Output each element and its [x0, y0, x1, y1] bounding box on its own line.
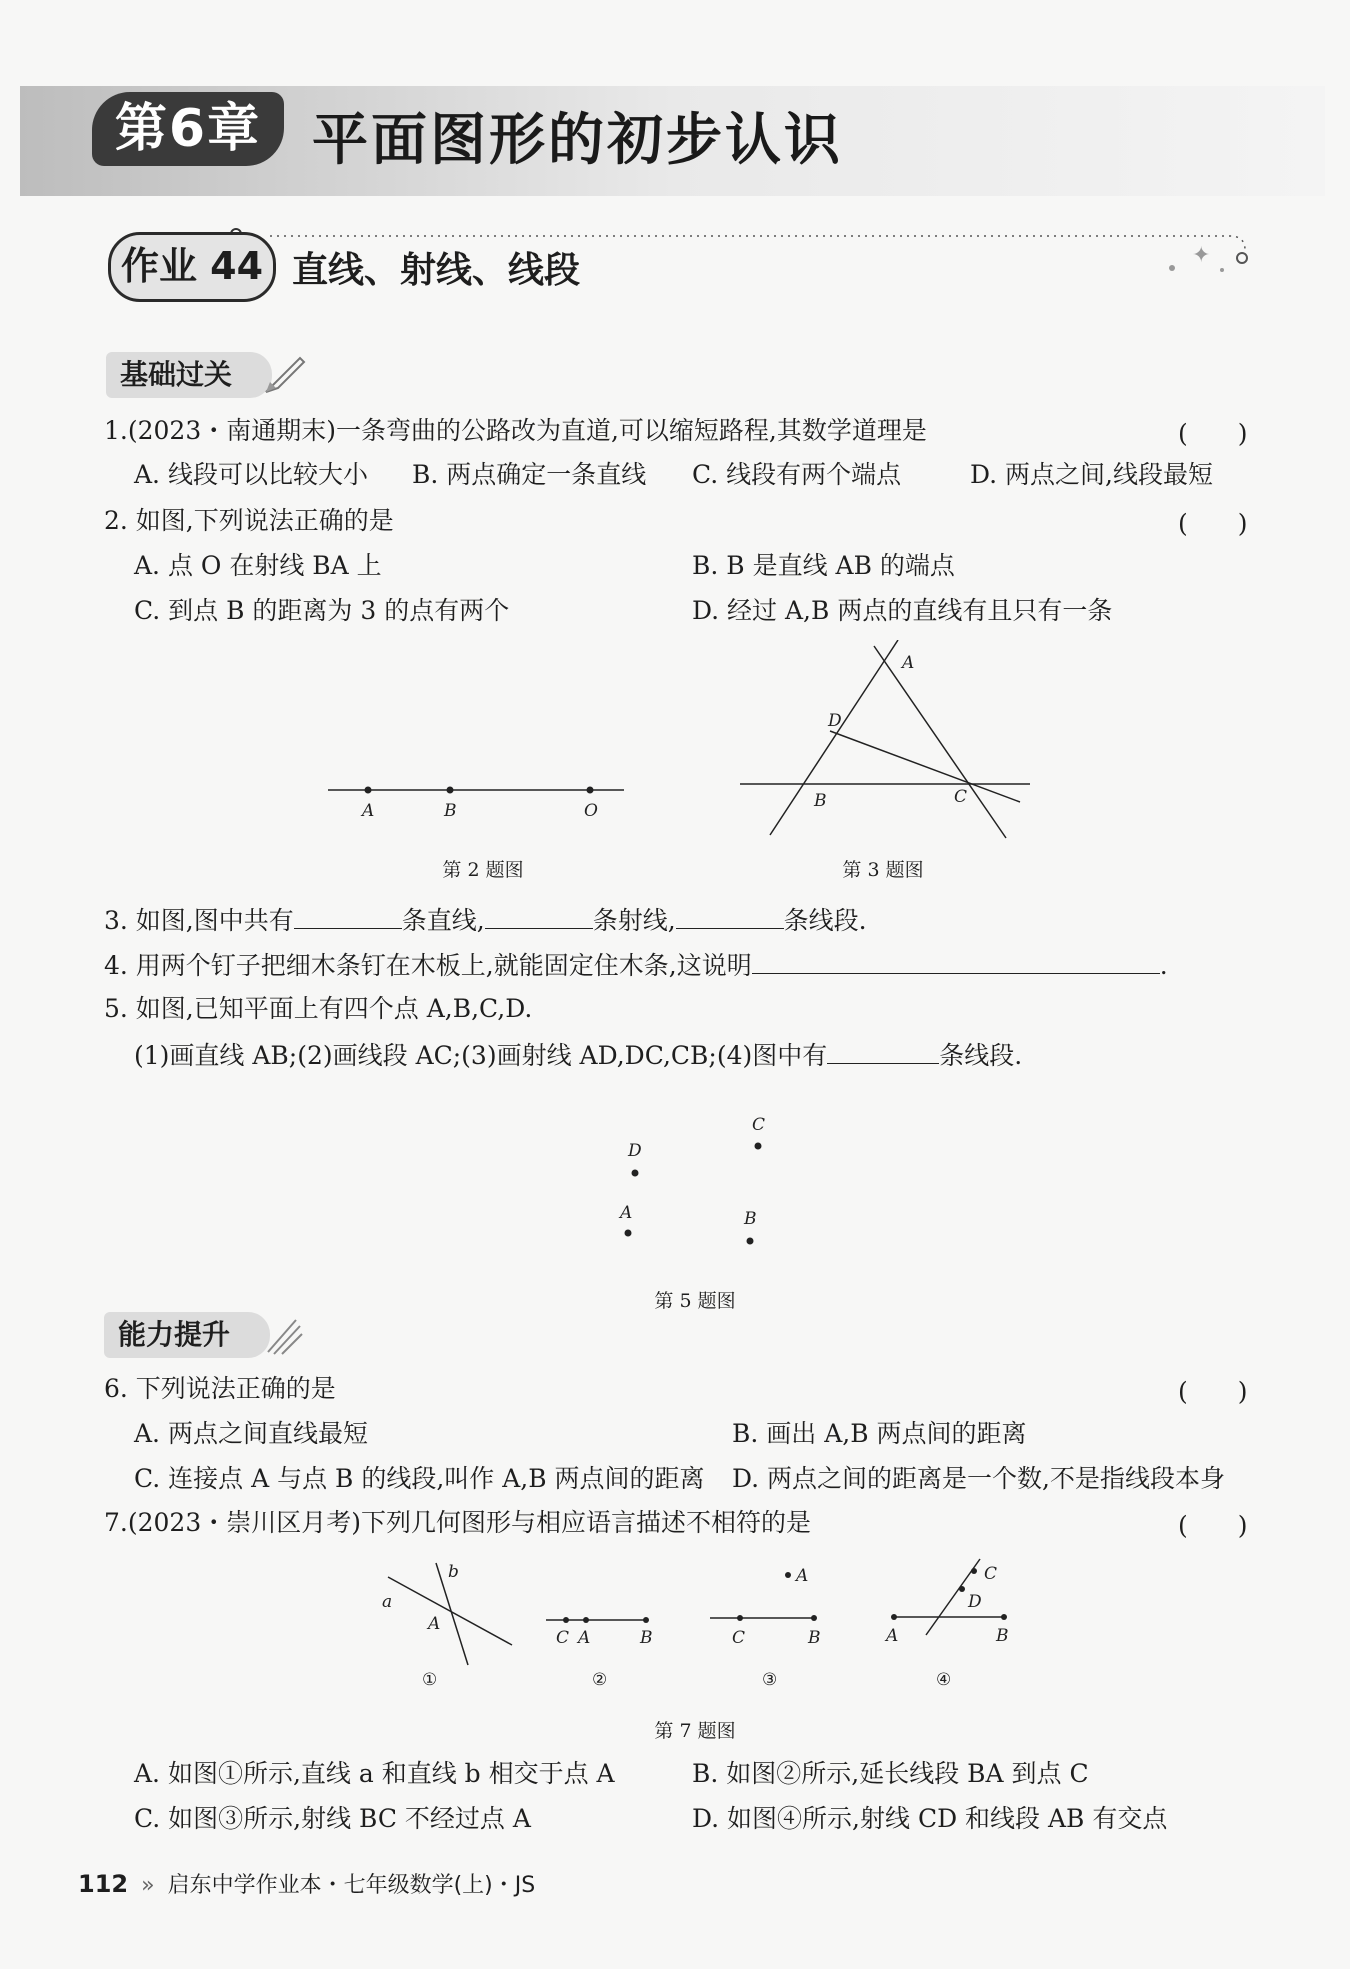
- q3-text: [104, 902, 867, 938]
- q6-option-a: A. 两点之间直线最短: [134, 1419, 368, 1448]
- q5-stem: 5. 如图,已知平面上有四个点 A,B,C,D.: [104, 994, 533, 1023]
- chapter-title: 平面图形的初步认识: [312, 108, 843, 173]
- q1-option-d: D. 两点之间,线段最短: [970, 460, 1213, 489]
- q1-stem: 1.(2023・南通期末)一条弯曲的公路改为直道,可以缩短路程,其数学道理是: [104, 416, 927, 445]
- fig7-2-label-c: C: [556, 1628, 570, 1648]
- fig3-label-a: A: [902, 653, 915, 673]
- fig7-4-label-a: A: [886, 1626, 899, 1646]
- fig5-label-d: D: [628, 1141, 642, 1161]
- page-number: 112: [78, 1870, 129, 1898]
- q2-stem: 2. 如图,下列说法正确的是: [104, 506, 394, 535]
- q3-part1: 3. 如图,图中共有: [104, 906, 294, 935]
- fig5-point-d: [632, 1170, 639, 1177]
- q1-option-b: B. 两点确定一条直线: [412, 460, 647, 489]
- fig5-label-b: B: [744, 1209, 757, 1229]
- fig2-point-o: [587, 787, 594, 794]
- fig5-point-a: [625, 1230, 632, 1237]
- section-advanced-label: 能力提升: [118, 1318, 231, 1351]
- chapter-badge: 第6章: [92, 92, 284, 166]
- fig2-label-a: A: [362, 801, 375, 821]
- q2-answer-paren: ( ): [1178, 509, 1248, 538]
- q4-text: [104, 947, 1168, 983]
- fig7-num-1: ①: [422, 1670, 438, 1690]
- fig5-point-b: [747, 1238, 754, 1245]
- q4-blank[interactable]: [752, 947, 1160, 974]
- fig7-label-line-b: b: [448, 1562, 459, 1582]
- fig7-num-4: ④: [936, 1670, 952, 1690]
- fig5-label-c: C: [752, 1115, 766, 1135]
- pencil-icon: [262, 354, 306, 398]
- q6-option-c: C. 连接点 A 与点 B 的线段,叫作 A,B 两点间的距离: [134, 1464, 705, 1493]
- fig3-line-dc: [830, 731, 1020, 802]
- fig7-num-2: ②: [592, 1670, 608, 1690]
- section-basic: [106, 352, 272, 398]
- q6-option-d: D. 两点之间的距离是一个数,不是指线段本身: [732, 1464, 1225, 1493]
- fig7-2-label-a: A: [578, 1628, 591, 1648]
- q6-option-b: B. 画出 A,B 两点间的距离: [732, 1419, 1027, 1448]
- fig7-caption: 第 7 题图: [654, 1720, 736, 1742]
- fig3-label-b: B: [814, 791, 827, 811]
- fig2-label-o: O: [584, 801, 598, 821]
- q2-option-a: A. 点 O 在射线 BA 上: [134, 551, 382, 580]
- q7-option-b: B. 如图②所示,延长线段 BA 到点 C: [692, 1759, 1089, 1788]
- fig7-panel-2: [546, 1617, 653, 1690]
- fig2-point-b: [447, 787, 454, 794]
- footer-arrow-icon: »: [141, 1873, 155, 1898]
- footer-book-title: 启东中学作业本・七年级数学(上)・JS: [167, 1873, 536, 1898]
- figure-2: [320, 770, 630, 830]
- fig7-3-label-c: C: [732, 1628, 746, 1648]
- q6-stem: 6. 下列说法正确的是: [104, 1374, 336, 1403]
- assignment-badge: 作业 44: [108, 232, 276, 302]
- fig7-3-label-a: A: [796, 1566, 809, 1586]
- fig2-label-b: B: [444, 801, 457, 821]
- fig3-label-c: C: [954, 787, 968, 807]
- q2-option-b: B. B 是直线 AB 的端点: [692, 551, 955, 580]
- q6-answer-paren: ( ): [1178, 1377, 1248, 1406]
- q1-answer-paren: ( ): [1178, 419, 1248, 448]
- fig7-3-label-b: B: [808, 1628, 821, 1648]
- fig7-label-line-a: a: [382, 1592, 393, 1612]
- q5-sub: [134, 1037, 1022, 1073]
- fig7-2-label-b: B: [640, 1628, 653, 1648]
- q3-part2: 条直线,: [401, 906, 485, 935]
- figure-3: [730, 640, 1040, 840]
- fig7-panel-4: [884, 1559, 1009, 1690]
- section-basic-label: 基础过关: [120, 358, 233, 391]
- q5-sub-part2: 条线段.: [939, 1041, 1023, 1070]
- fig3-caption: 第 3 题图: [842, 859, 924, 881]
- sparkle-icon: ✦: [1192, 243, 1211, 268]
- section-advanced: [104, 1312, 270, 1358]
- fig7-1-label-a: A: [428, 1614, 441, 1634]
- q7-option-a: A. 如图①所示,直线 a 和直线 b 相交于点 A: [134, 1759, 615, 1788]
- q7-stem: 7.(2023・崇川区月考)下列几何图形与相应语言描述不相符的是: [104, 1508, 811, 1537]
- fig7-4-label-b: B: [996, 1626, 1009, 1646]
- fig3-label-d: D: [828, 711, 842, 731]
- q3-blank-rays[interactable]: [485, 902, 593, 929]
- q3-part4: 条线段.: [783, 906, 867, 935]
- q7-option-c: C. 如图③所示,射线 BC 不经过点 A: [134, 1804, 531, 1833]
- q1-option-c: C. 线段有两个端点: [692, 460, 902, 489]
- q3-part3: 条射线,: [592, 906, 676, 935]
- fig7-num-3: ③: [762, 1670, 778, 1690]
- fig3-line-ac: [874, 646, 1006, 838]
- q4-part1: 4. 用两个钉子把细木条钉在木板上,就能固定住木条,这说明: [104, 951, 752, 980]
- page-footer: [78, 1868, 535, 1899]
- q5-sub-part1: (1)画直线 AB;(2)画线段 AC;(3)画射线 AD,DC,CB;(4)图中有: [134, 1041, 828, 1070]
- fig5-label-a: A: [620, 1203, 633, 1223]
- fig2-caption: 第 2 题图: [442, 859, 524, 881]
- q7-option-d: D. 如图④所示,射线 CD 和线段 AB 有交点: [692, 1804, 1168, 1833]
- q4-part2: .: [1159, 951, 1168, 980]
- fig5-caption: 第 5 题图: [654, 1290, 736, 1312]
- fig5-point-c: [755, 1143, 762, 1150]
- fig7-4-label-d: D: [968, 1592, 982, 1612]
- q2-option-d: D. 经过 A,B 两点的直线有且只有一条: [692, 596, 1113, 625]
- q2-option-c: C. 到点 B 的距离为 3 的点有两个: [134, 596, 510, 625]
- figure-5: [600, 1108, 780, 1248]
- fig7-panel-3: [710, 1566, 821, 1690]
- hatch-icon: [262, 1314, 306, 1358]
- q7-answer-paren: ( ): [1178, 1511, 1248, 1540]
- fig7-4-label-c: C: [984, 1564, 998, 1584]
- q3-blank-lines[interactable]: [294, 902, 402, 929]
- q3-blank-segments[interactable]: [676, 902, 784, 929]
- figure-7: [370, 1555, 1020, 1695]
- assignment-title: 直线、射线、线段: [292, 250, 581, 291]
- fig2-point-a: [365, 787, 372, 794]
- q5-blank[interactable]: [827, 1037, 939, 1064]
- q1-option-a: A. 线段可以比较大小: [134, 460, 368, 489]
- fig7-panel-1: [382, 1562, 512, 1690]
- fig3-line-ab: [770, 640, 898, 835]
